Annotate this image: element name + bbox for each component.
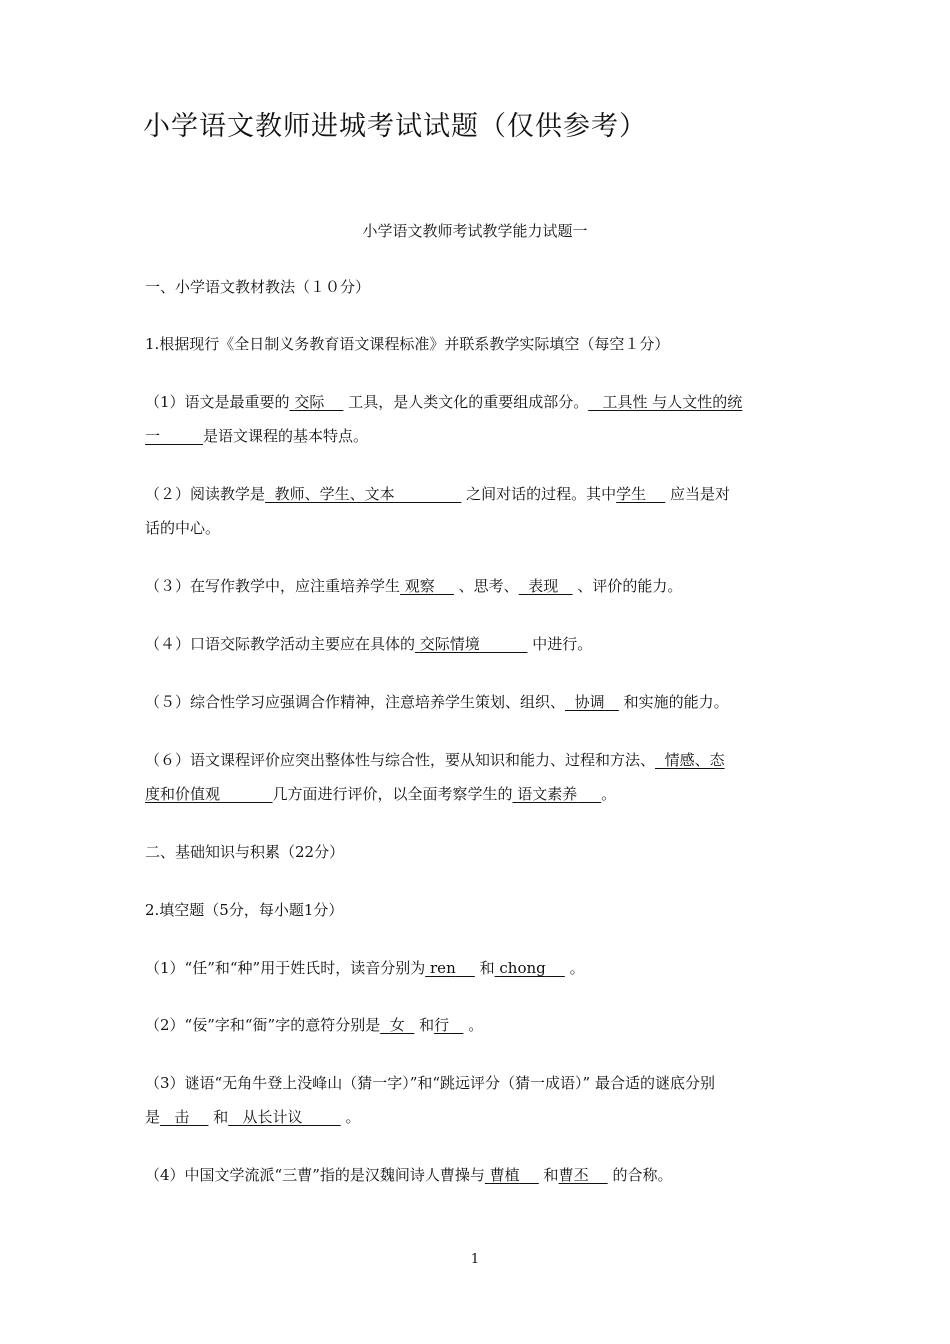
answer-blank: 表现 [528,577,559,595]
question-1-3: （３）在写作教学中，应注重培养学生 观察 、思考、 表现 、评价的能力。 [145,577,683,595]
question-2-4: （4）中国文学流派“三曹”指的是汉魏间诗人曹操与 曹植 和曹丕 的合称。 [145,1166,673,1184]
answer-blank: 交际 [294,393,325,411]
question-1-5: （５）综合性学习应强调合作精神，注意培养学生策划、组织、 协调 和实施的能力。 [145,693,729,711]
answer-blank: ren [430,959,456,977]
question-1-6-line-2: 度和价值观 几方面进行评价，以全面考察学生的 语文素养 。 [145,785,617,803]
document-title: 小学语文教师进城考试试题（仅供参考） [143,111,647,142]
question-2-2: （2）“佞”字和“衙”字的意符分别是 女 和行 。 [145,1016,484,1034]
page-number: 1 [470,1252,480,1267]
question-2-intro: 2.填空题（5分，每小题1分） [145,901,344,919]
question-2-3-line-2: 是 击 和 从长计议 。 [145,1108,361,1126]
question-2-1: （1）“任”和“种”用于姓氏时，读音分别为 ren 和 chong 。 [145,959,585,977]
answer-blank: 从长计议 [242,1108,303,1126]
answer-blank: 行 [434,1016,450,1034]
question-1-4: （４）口语交际教学活动主要应在具体的 交际情境 中进行。 [145,635,593,653]
answer-blank: 击 [174,1108,190,1126]
answer-blank: 交际情境 [419,635,480,653]
answer-blank: 一 [145,427,161,445]
answer-blank: 工具性 与人文性的统 [602,393,743,411]
answer-blank: 曹丕 [558,1166,589,1184]
answer-blank: 女 [389,1016,405,1034]
question-1-2-line-2: 话的中心。 [145,519,221,537]
section-2-heading: 二、基础知识与积累（22分） [145,843,345,861]
answer-blank: 曹植 [489,1166,520,1184]
question-1-1-line-2: 一 是语文课程的基本特点。 [145,427,368,445]
question-2-3-line-1: （3）谜语“无角牛登上没峰山（猜一字）”和“跳远评分（猜一成语）” 最合适的谜底分别 [145,1074,715,1092]
question-1-intro: 1.根据现行《全日制义务教育语文课程标准》并联系教学实际填空（每空１分） [145,335,670,353]
question-1-6-line-1: （６）语文课程评价应突出整体性与综合性，要从知识和能力、过程和方法、 情感、态 [145,751,725,769]
answer-blank: 协调 [574,693,605,711]
answer-blank: 度和价值观 [145,785,221,803]
answer-blank: chong [499,959,546,977]
answer-blank: 观察 [404,577,435,595]
document-subtitle: 小学语文教师考试教学能力试题一 [362,222,588,240]
answer-blank: 学生 [616,485,647,503]
answer-blank: 语文素养 [517,785,578,803]
answer-blank: 情感、态 [664,751,725,769]
answer-blank: 教师、学生、文本 [274,485,395,503]
question-1-1-line-1: （1）语文是最重要的 交际 工具，是人类文化的重要组成部分。 工具性 与人文性的统 [145,393,743,411]
section-1-heading: 一、小学语文教材教法（１０分） [145,278,371,296]
question-1-2-line-1: （２）阅读教学是 教师、学生、文本 之间对话的过程。其中学生 应当是对 [145,485,731,503]
